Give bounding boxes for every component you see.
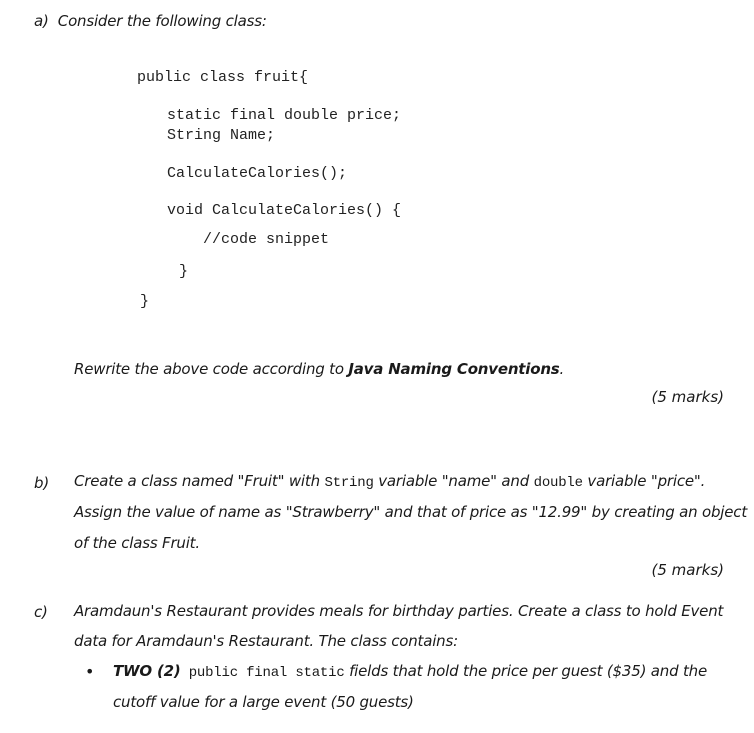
- part-c-bullet-1: TWO (2) public final static fields that hold the price per guest ($35) and the: [113, 662, 708, 681]
- code-line-1: public class fruit{: [137, 69, 309, 86]
- part-b-label: b): [34, 474, 49, 492]
- part-c-line-1: Aramdaun's Restaurant provides meals for birthday parties. Create a class to hold Event: [74, 602, 724, 620]
- bullet-icon: •: [85, 662, 95, 681]
- code-line-2: static final double price;: [167, 107, 402, 124]
- part-b-line-2: Assign the value of name as "Strawberry" and that of price as "12.99" by creating an object: [74, 503, 748, 521]
- code-line-3: String Name;: [167, 127, 276, 144]
- code-line-7: }: [179, 263, 189, 280]
- code-line-6: //code snippet: [203, 231, 330, 248]
- code-line-4: CalculateCalories();: [167, 165, 348, 182]
- part-b-line-1: Create a class named "Fruit" with String variable "name" and double variable "price".: [74, 472, 706, 491]
- part-b-marks: (5 marks): [651, 561, 724, 579]
- part-a-instruction: Rewrite the above code according to Java Naming Conventions.: [74, 360, 565, 378]
- code-line-8: }: [140, 293, 150, 310]
- part-a-marks: (5 marks): [651, 388, 724, 406]
- part-c-bullet-1-line-2: cutoff value for a large event (50 guests): [113, 693, 414, 711]
- part-a-label: a) Consider the following class:: [34, 12, 267, 30]
- code-line-5: void CalculateCalories() {: [167, 202, 402, 219]
- part-c-label: c): [34, 603, 48, 621]
- part-c-line-2: data for Aramdaun's Restaurant. The class contains:: [74, 632, 458, 650]
- part-b-line-3: of the class Fruit.: [74, 534, 200, 552]
